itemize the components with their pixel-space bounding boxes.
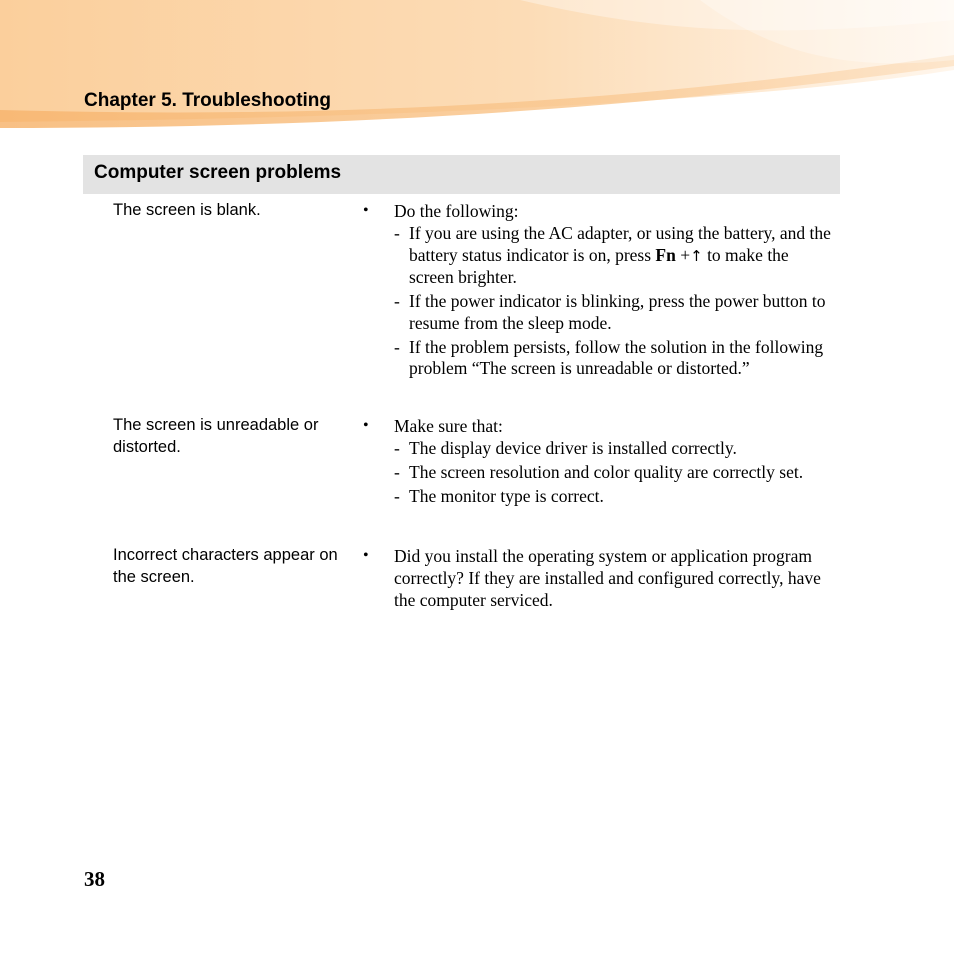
chapter-title: Chapter 5. Troubleshooting [84, 90, 332, 111]
solution-intro: Do the following: [394, 201, 519, 221]
step-text: If the power indicator is blinking, press the power button to resume from the sleep mode. [409, 291, 826, 333]
solution-step [394, 486, 834, 508]
bullet-icon: • [363, 202, 369, 219]
dash-marker: - [394, 462, 400, 482]
dash-marker: - [394, 486, 400, 506]
section-title: Computer screen problems [94, 162, 342, 183]
step-text: The monitor type is correct. [409, 486, 604, 506]
solution-step [394, 291, 834, 334]
step-text: The display device driver is installed correctly. [409, 438, 737, 458]
solution-steps [394, 223, 834, 382]
fn-key-label: Fn [655, 244, 676, 265]
problem-text: Incorrect characters appear on the screen. [113, 546, 338, 586]
solution-intro: Make sure that: [394, 416, 503, 436]
dash-marker: - [394, 223, 400, 243]
step-text: to make the screen brighter. [409, 244, 789, 287]
header-decoration [0, 0, 954, 140]
bullet-icon: • [363, 417, 369, 434]
dash-marker: - [394, 291, 400, 311]
solution-step [394, 337, 834, 380]
section-header-bar [83, 155, 840, 194]
bullet-icon: • [363, 547, 369, 564]
dash-marker: - [394, 438, 400, 458]
problem-text: The screen is blank. [113, 201, 261, 219]
plus-sign: + [675, 244, 691, 265]
solution-step [394, 223, 834, 289]
step-text: If you are using the AC adapter, or using the battery, and the battery status indicator is on, press [409, 223, 831, 265]
up-arrow-key-icon: ↑ [690, 246, 703, 265]
problem-text: The screen is unreadable or distorted. [113, 416, 319, 456]
step-text: The screen resolution and color quality are correctly set. [409, 462, 804, 482]
solution-intro: Did you install the operating system or application program correctly? If they are installed and configured correctly, have the computer serviced. [394, 546, 821, 610]
dash-marker: - [394, 336, 400, 357]
solution-step [394, 438, 834, 460]
solution-steps [394, 438, 834, 510]
step-text: If the problem persists, follow the solution in the following problem “The screen is unreadable or distorted.” [409, 336, 824, 378]
page-number: 38 [84, 867, 105, 891]
solution-step [394, 462, 834, 484]
